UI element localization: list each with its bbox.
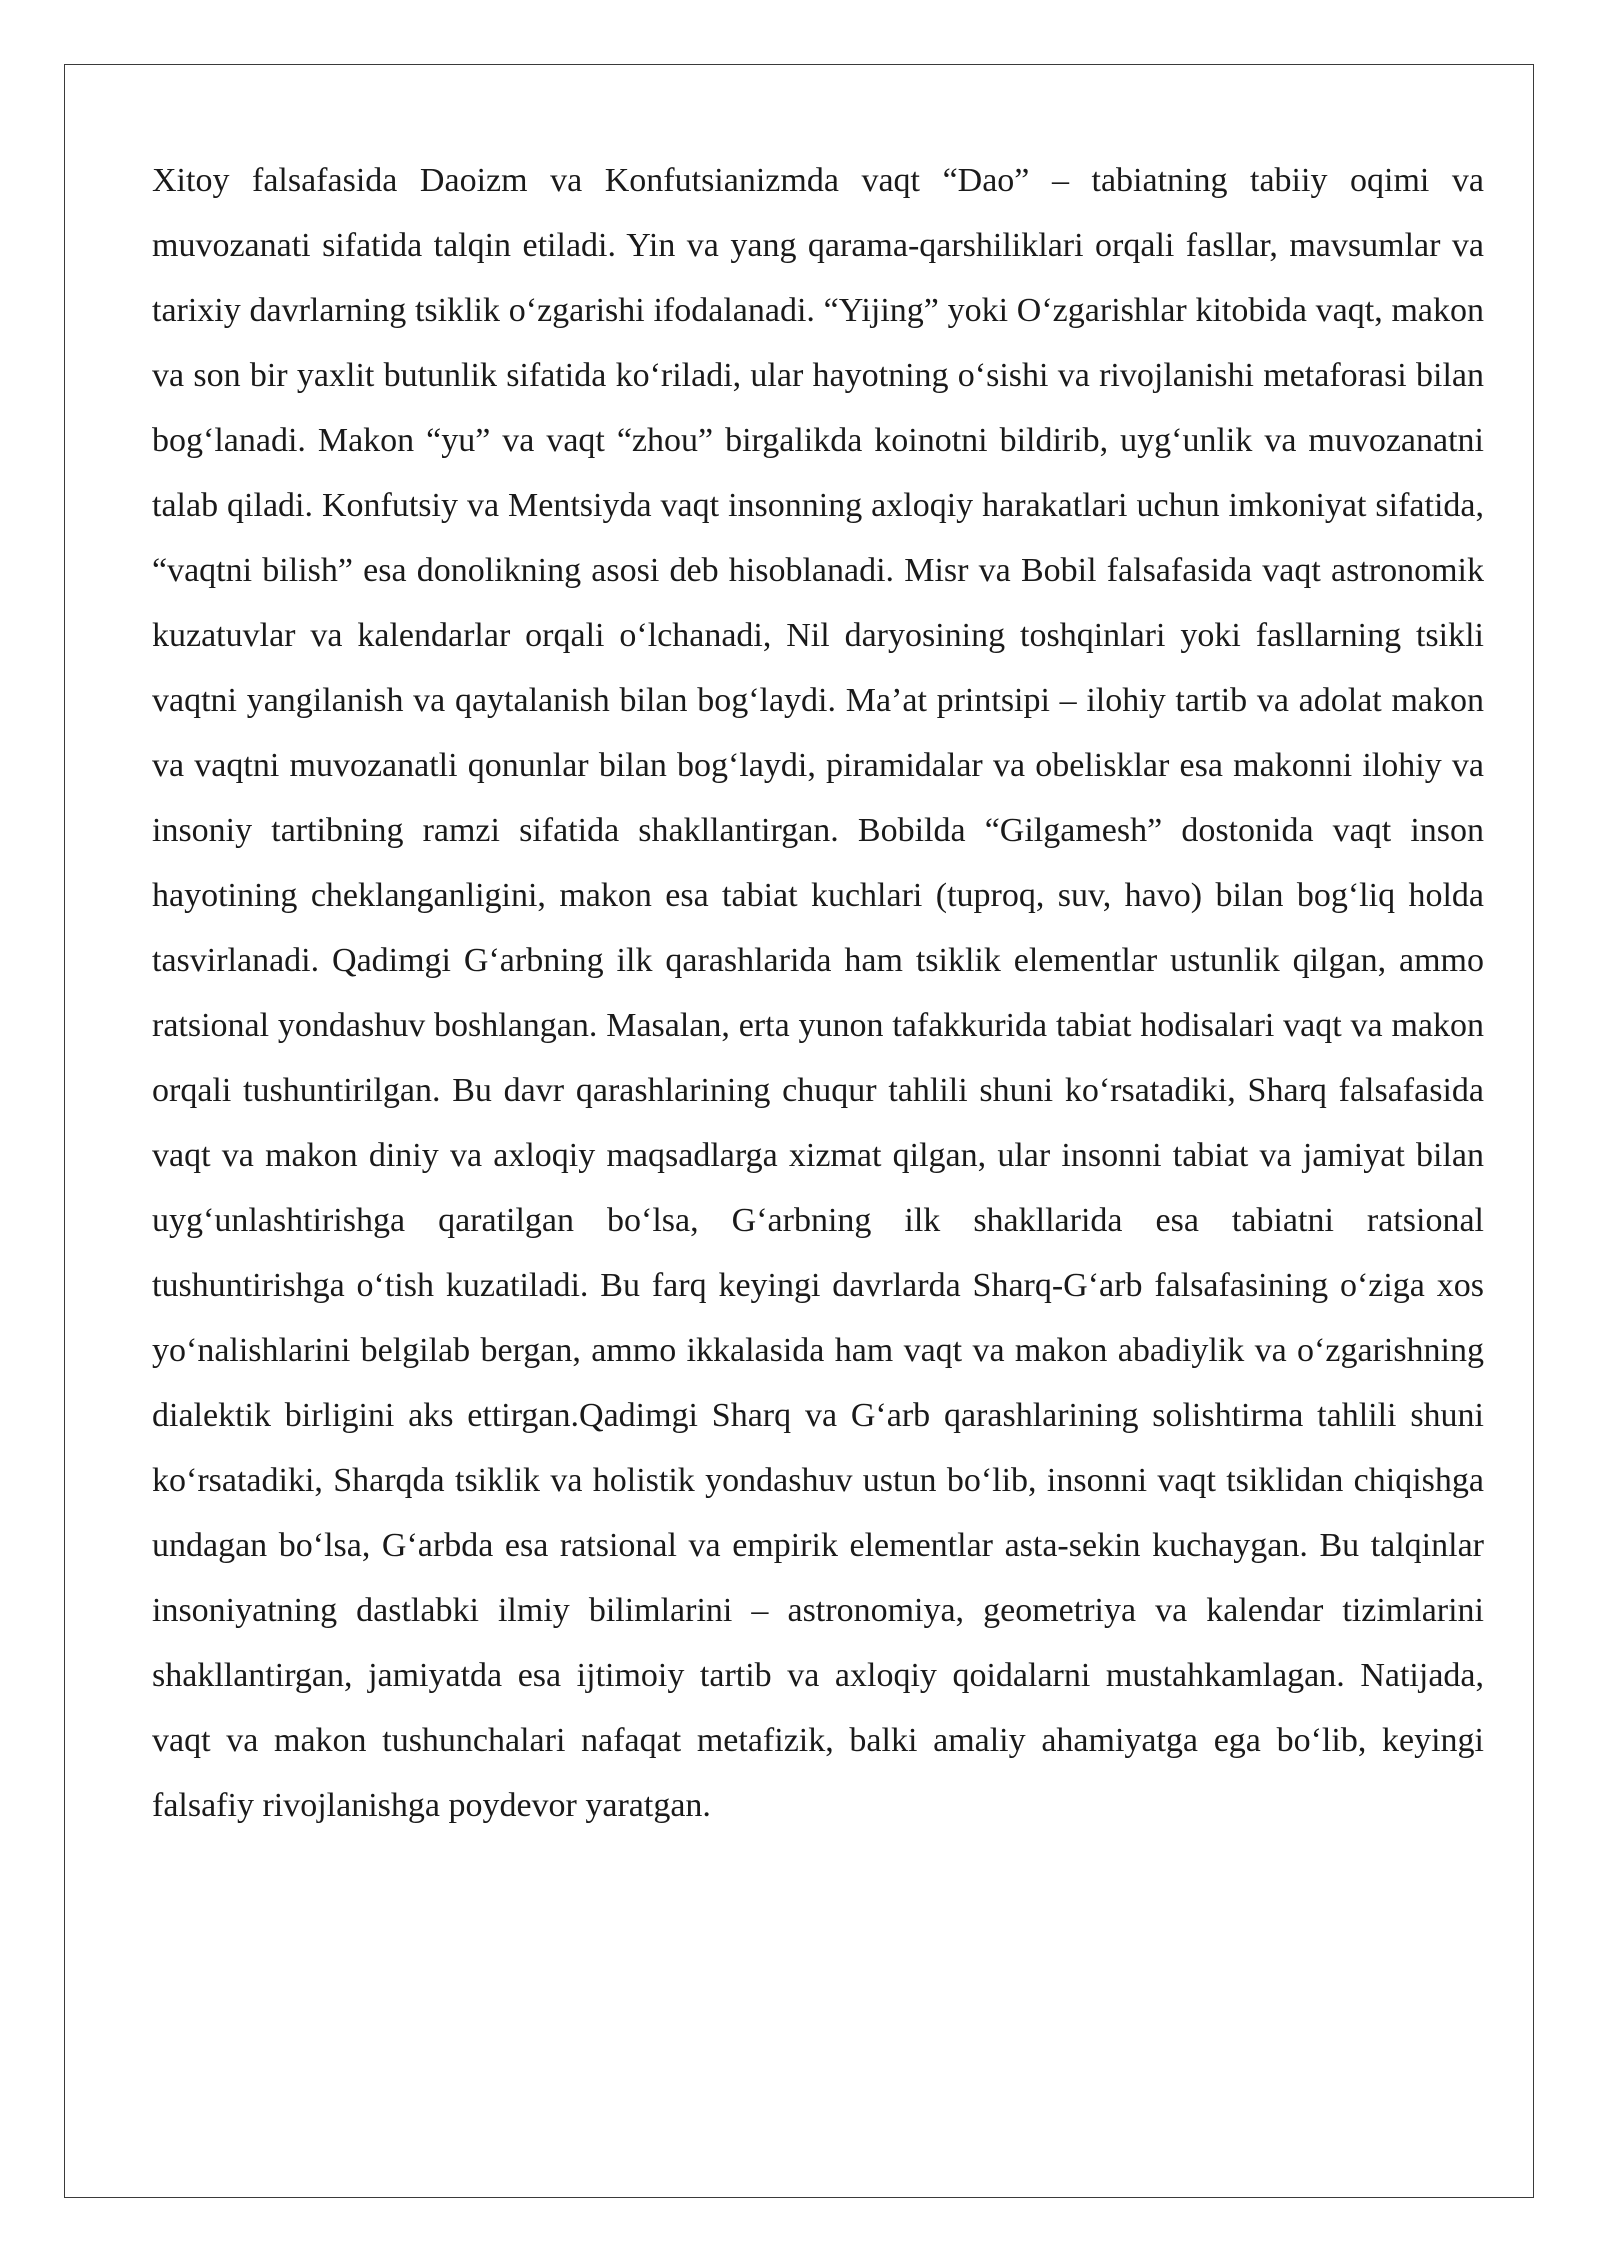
body-paragraph: Xitoy falsafasida Daoizm va Konfutsianizmda vaqt “Dao” – tabiatning tabiiy oqimi va muvozanati sifatida talqin etiladi. Yin va yang qarama-qarshiliklari orqali fasllar, mavsumlar va tarixiy davrlarning tsiklik oʻzgarishi ifodalanadi. “Yijing” yoki Oʻzgarishlar kitobida vaqt, makon va son bir yaxlit butunlik sifatida koʻriladi, ular hayotning oʻsishi va rivojlanishi metaforasi bilan bogʻlanadi. Makon “yu” va vaqt “zhou” birgalikda koinotni bildirib, uygʻunlik va muvozanatni talab qiladi. Konfutsiy va Mentsiyda vaqt insonning axloqiy harakatlari uchun imkoniyat sifatida, “vaqtni bilish” esa donolikning asosi deb hisoblanadi. Misr va Bobil falsafasida vaqt astronomik kuzatuvlar va kalendarlar orqali oʻlchanadi, Nil daryosining toshqinlari yoki fasllarning tsikli vaqtni yangilanish va qaytalanish bilan bogʻlaydi. Ma’at printsipi – ilohiy tartib va adolat makon va vaqtni muvozanatli qonunlar bilan bogʻlaydi, piramidalar va obelisklar esa makonni ilohiy va insoniy tartibning ramzi sifatida shakllantirgan. Bobilda “Gilgamesh” dostonida vaqt inson hayotining cheklanganligini, makon esa tabiat kuchlari (tuproq, suv, havo) bilan bogʻliq holda tasvirlanadi. Qadimgi Gʻarbning ilk qarashlarida ham tsiklik elementlar ustunlik qilgan, ammo ratsional yondashuv boshlangan. Masalan, erta yunon tafakkurida tabiat hodisalari vaqt va makon orqali tushuntirilgan. Bu davr qarashlarining chuqur tahlili shuni koʻrsatadiki, Sharq falsafasida vaqt va makon diniy va axloqiy maqsadlarga xizmat qilgan, ular insonni tabiat va jamiyat bilan uygʻunlashtirishga qaratilgan boʻlsa, Gʻarbning ilk shakllarida esa tabiatni ratsional tushuntirishga oʻtish kuzatiladi. Bu farq keyingi davrlarda Sharq-Gʻarb falsafasining oʻziga xos yoʻnalishlarini belgilab bergan, ammo ikkalasida ham vaqt va makon abadiylik va oʻzgarishning dialektik birligini aks ettirgan.Qadimgi Sharq va Gʻarb qarashlarining solishtirma tahlili shuni koʻrsatadiki, Sharqda tsiklik va holistik yondashuv ustun boʻlib, insonni vaqt tsiklidan chiqishga undagan boʻlsa, Gʻarbda esa ratsional va empirik elementlar asta-sekin kuchaygan. Bu talqinlar insoniyatning dastlabki ilmiy bilimlarini – astronomiya, geometriya va kalendar tizimlarini shakllantirgan, jamiyatda esa ijtimoiy tartib va axloqiy qoidalarni mustahkamlagan. Natijada, vaqt va makon tushunchalari nafaqat metafizik, balki amaliy ahamiyatga ega boʻlib, keyingi falsafiy rivojlanishga poydevor yaratgan. <box>152 162 1484 1824</box>
